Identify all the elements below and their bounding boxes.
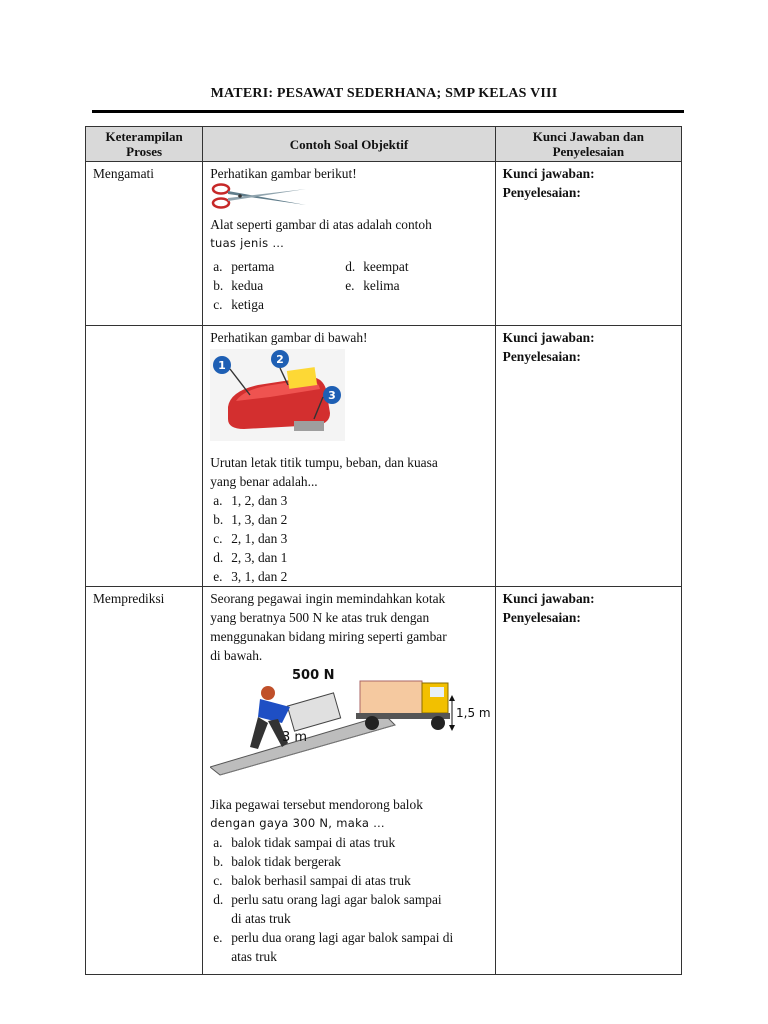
question-cell (203, 587, 495, 975)
header-question: Contoh Soal Objektif (203, 127, 495, 162)
scissors-image (210, 183, 310, 211)
option-item: d. perlu satu orang lagi agar balok sampai di atas truk (213, 892, 442, 926)
question-text-cont: dengan gaya 300 N, maka … (210, 816, 385, 830)
option-item: c. balok berhasil sampai di atas truk (213, 873, 411, 888)
stapler-label-1: 1 (218, 359, 227, 372)
table-row (86, 587, 682, 975)
question-cell (203, 326, 495, 587)
option-item: b. balok tidak bergerak (213, 854, 341, 869)
skill-label: Mengamati (93, 166, 154, 181)
option-item: a. pertama (213, 259, 275, 274)
question-table (85, 126, 682, 975)
solution-label: Penyelesaian: (502, 610, 581, 625)
question-intro: Perhatikan gambar berikut! (210, 166, 357, 181)
table-row (86, 162, 682, 326)
skill-label: Memprediksi (93, 591, 165, 606)
skill-cell (86, 162, 203, 326)
option-item: d. keempat (345, 259, 409, 274)
inclined-plane-image (210, 667, 492, 777)
option-item: a. balok tidak sampai di atas truk (213, 835, 396, 850)
skill-cell (86, 587, 203, 975)
question-intro: yang beratnya 500 N ke atas truk dengan (210, 610, 430, 625)
stapler-label-3: 3 (328, 389, 337, 402)
option-item: e. 3, 1, dan 2 (213, 569, 288, 584)
question-text: Jika pegawai tersebut mendorong balok (210, 797, 423, 812)
answer-key-label: Kunci jawaban: (502, 330, 595, 345)
question-intro: menggunakan bidang miring seperti gambar (210, 629, 447, 644)
table-row (86, 326, 682, 587)
option-item: b. kedua (213, 278, 264, 293)
solution-label: Penyelesaian: (502, 185, 581, 200)
answer-cell (495, 587, 681, 975)
question-intro: di bawah. (210, 648, 263, 663)
length-label: 3 m (282, 730, 308, 745)
answer-key-label: Kunci jawaban: (502, 166, 595, 181)
load-label: 500 N (292, 668, 335, 683)
header-key: Kunci Jawaban dan Penyelesaian (495, 127, 681, 162)
skill-cell (86, 326, 203, 587)
option-item: a. 1, 2, dan 3 (213, 493, 288, 508)
option-item: c. 2, 1, dan 3 (213, 531, 288, 546)
question-text: Urutan letak titik tumpu, beban, dan kuasa (210, 455, 438, 470)
question-intro: Perhatikan gambar di bawah! (210, 330, 368, 345)
solution-label: Penyelesaian: (502, 349, 581, 364)
stapler-image (210, 349, 345, 441)
option-item: e. perlu dua orang lagi agar balok sampai di atas truk (213, 930, 454, 964)
options-list (210, 491, 488, 586)
table-header-row (86, 127, 682, 162)
height-label: 1,5 m (456, 706, 491, 720)
stapler-label-2: 2 (276, 353, 285, 366)
option-item: b. 1, 3, dan 2 (213, 512, 288, 527)
option-item: d. 2, 3, dan 1 (213, 550, 288, 565)
page-title: MATERI: PESAWAT SEDERHANA; SMP KELAS VIII (210, 86, 558, 101)
options-list (210, 833, 488, 966)
question-intro: Seorang pegawai ingin memindahkan kotak (210, 591, 446, 606)
question-cell (203, 162, 495, 326)
question-text-cont: tuas jenis … (210, 236, 285, 250)
options-list (210, 257, 488, 314)
question-text-cont: yang benar adalah... (210, 474, 318, 489)
answer-key-label: Kunci jawaban: (502, 591, 595, 606)
answer-cell (495, 326, 681, 587)
option-item: c. ketiga (213, 297, 264, 312)
option-item: e. kelima (345, 278, 400, 293)
header-skill: Keterampilan Proses (86, 127, 203, 162)
title-rule (92, 110, 684, 113)
question-text: Alat seperti gambar di atas adalah contoh (210, 217, 432, 232)
skill-label (86, 326, 202, 328)
answer-cell (495, 162, 681, 326)
